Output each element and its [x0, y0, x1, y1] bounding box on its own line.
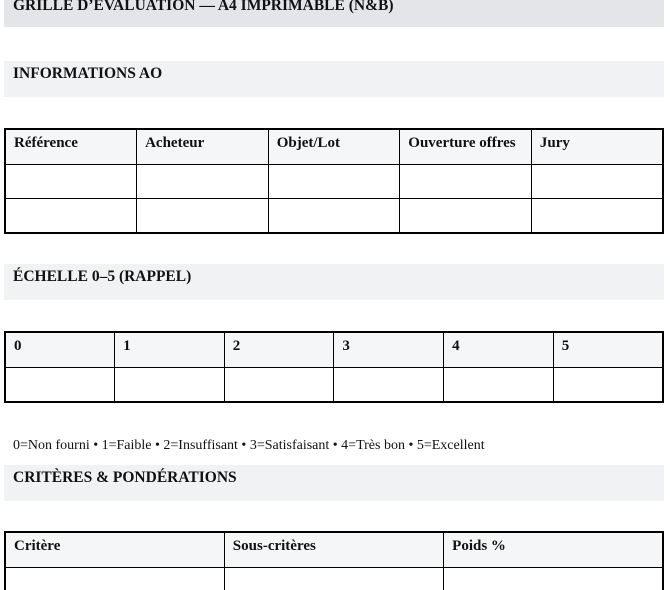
section-title-criteres: CRITÈRES & PONDÉRATIONS — [13, 469, 237, 486]
section-header-informations — [4, 61, 664, 97]
empty-cell — [5, 368, 115, 403]
table-criteres-header-row — [5, 532, 663, 568]
empty-cell — [444, 568, 663, 590]
table-criteres — [4, 531, 664, 590]
column-header-poids: Poids % — [444, 532, 663, 568]
column-header-score-1: 1 — [115, 332, 225, 368]
column-header-score-2: 2 — [224, 332, 334, 368]
table-informations — [4, 128, 664, 234]
empty-cell — [5, 568, 224, 590]
column-header-ouverture-offres: Ouverture offres — [400, 129, 532, 165]
empty-cell — [268, 199, 400, 234]
empty-cell — [268, 165, 400, 199]
scale-legend: 0=Non fourni • 1=Faible • 2=Insuffisant • 3=Satisfaisant • 4=Très bon • 5=Excellent — [13, 438, 485, 453]
table-row — [5, 199, 663, 234]
column-header-score-3: 3 — [334, 332, 444, 368]
table-echelle-header-row — [5, 332, 663, 368]
empty-cell — [553, 368, 663, 403]
column-header-jury: Jury — [531, 129, 663, 165]
empty-cell — [5, 199, 137, 234]
empty-cell — [224, 368, 334, 403]
empty-cell — [400, 165, 532, 199]
table-row — [5, 568, 663, 590]
column-header-score-5: 5 — [553, 332, 663, 368]
empty-cell — [444, 368, 554, 403]
empty-cell — [224, 568, 443, 590]
empty-cell — [334, 368, 444, 403]
column-header-objet-lot: Objet/Lot — [268, 129, 400, 165]
empty-cell — [115, 368, 225, 403]
table-informations-header-row — [5, 129, 663, 165]
column-header-reference: Référence — [5, 129, 137, 165]
empty-cell — [531, 199, 663, 234]
column-header-sous-criteres: Sous-critères — [224, 532, 443, 568]
empty-cell — [5, 165, 137, 199]
empty-cell — [137, 165, 269, 199]
column-header-score-4: 4 — [444, 332, 554, 368]
section-header-echelle — [4, 264, 664, 300]
column-header-critere: Critère — [5, 532, 224, 568]
column-header-score-0: 0 — [5, 332, 115, 368]
table-row — [5, 165, 663, 199]
empty-cell — [531, 165, 663, 199]
empty-cell — [400, 199, 532, 234]
page-title-bar — [4, 0, 664, 27]
page-title: GRILLE D’EVALUATION — A4 IMPRIMABLE (N&B) — [13, 0, 394, 14]
table-row — [5, 368, 663, 403]
document-page — [4, 0, 664, 590]
empty-cell — [137, 199, 269, 234]
section-header-criteres — [4, 465, 664, 501]
section-title-echelle: ÉCHELLE 0–5 (RAPPEL) — [13, 268, 192, 285]
column-header-acheteur: Acheteur — [137, 129, 269, 165]
section-title-informations: INFORMATIONS AO — [13, 65, 163, 82]
table-echelle — [4, 331, 664, 403]
